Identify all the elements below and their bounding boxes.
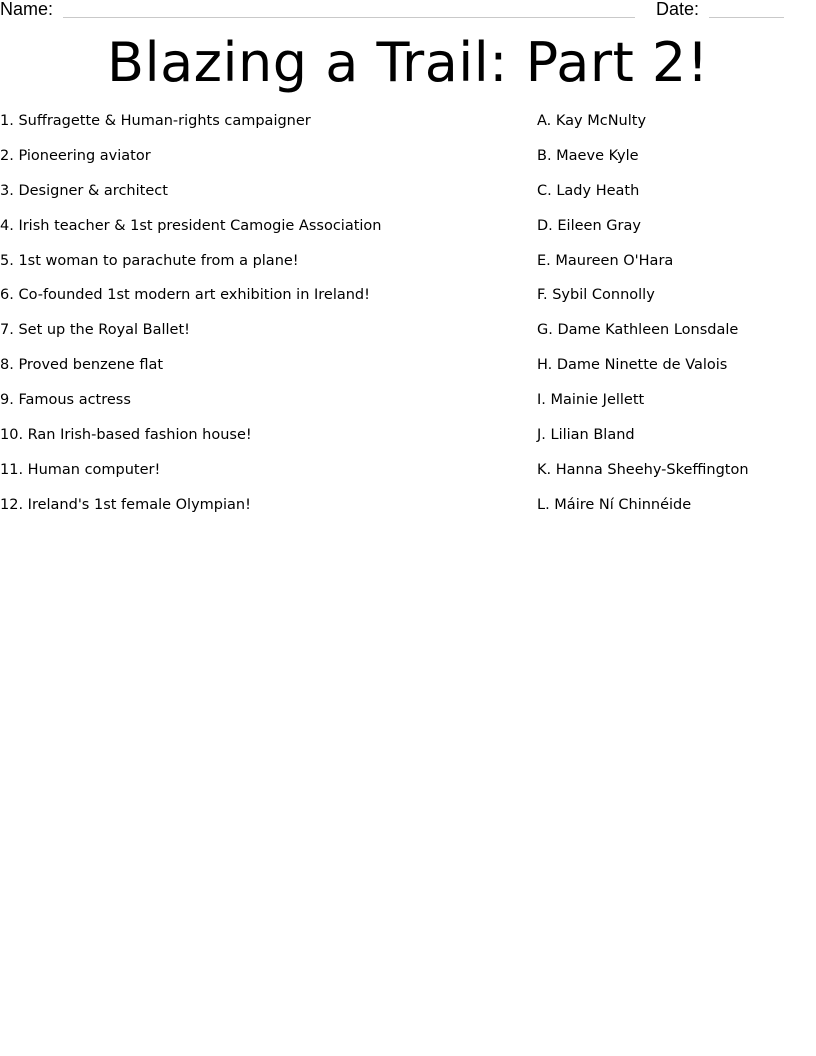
answer-item: F. Sybil Connolly xyxy=(537,287,655,304)
clue-item: 11. Human computer! xyxy=(0,461,161,478)
date-label: Date: xyxy=(656,0,700,19)
page-title: Blazing a Trail: Part 2! xyxy=(107,31,709,94)
answer-item: I. Mainie Jellett xyxy=(537,392,645,409)
answer-item: J. Lilian Bland xyxy=(537,427,635,444)
answer-item: G. Dame Kathleen Lonsdale xyxy=(537,322,739,339)
answer-item: B. Maeve Kyle xyxy=(537,147,639,164)
name-label: Name: xyxy=(0,0,54,19)
name-field[interactable] xyxy=(63,17,635,18)
clue-item: 4. Irish teacher & 1st president Camogie Association xyxy=(0,217,382,234)
answer-item: H. Dame Ninette de Valois xyxy=(537,357,728,374)
answer-item: L. Máire Ní Chinnéide xyxy=(537,496,692,513)
clue-list xyxy=(0,110,520,529)
answer-list xyxy=(537,110,807,529)
clue-item: 2. Pioneering aviator xyxy=(0,147,151,164)
clue-item: 1. Suffragette & Human-rights campaigner xyxy=(0,113,311,129)
answer-item: E. Maureen O'Hara xyxy=(537,252,674,269)
clue-item: 3. Designer & architect xyxy=(0,182,168,199)
answer-item: C. Lady Heath xyxy=(537,182,640,199)
date-field[interactable] xyxy=(709,17,784,18)
answer-item: A. Kay McNulty xyxy=(537,113,647,129)
worksheet-header xyxy=(0,0,816,22)
clue-item: 5. 1st woman to parachute from a plane! xyxy=(0,252,299,269)
clue-item: 10. Ran Irish-based fashion house! xyxy=(0,427,252,444)
answer-item: D. Eileen Gray xyxy=(537,217,641,234)
clue-item: 6. Co-founded 1st modern art exhibition in Ireland! xyxy=(0,287,370,304)
clue-item: 8. Proved benzene flat xyxy=(0,357,164,374)
answer-item: K. Hanna Sheehy-Skeffington xyxy=(537,461,749,478)
clue-item: 9. Famous actress xyxy=(0,392,131,409)
clue-item: 7. Set up the Royal Ballet! xyxy=(0,322,190,339)
clue-item: 12. Ireland's 1st female Olympian! xyxy=(0,496,251,513)
